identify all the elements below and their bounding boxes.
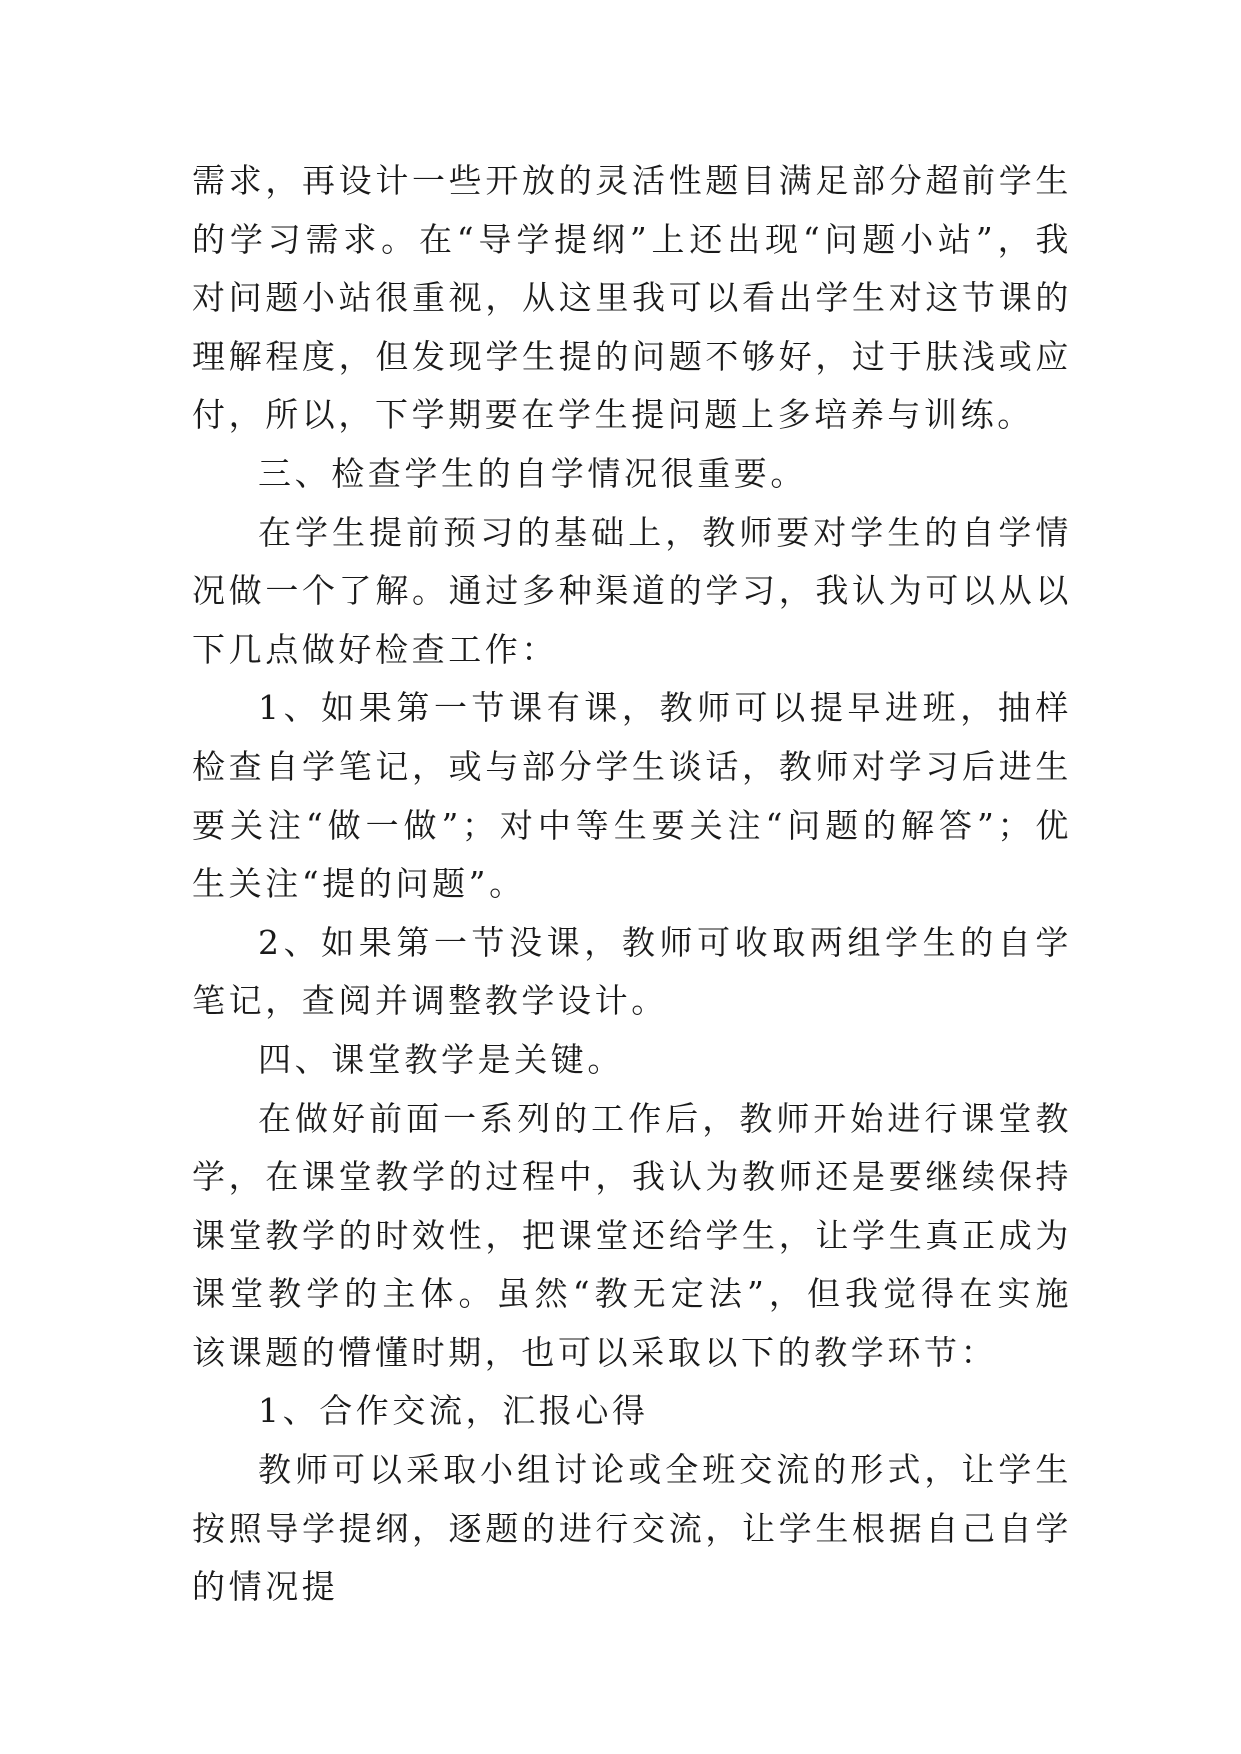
heading-section-three: 三、检查学生的自学情况很重要。 (258, 453, 807, 493)
list-item-1: 1、如果第一节课有课，教师可以提早进班，抽样检查自学笔记，或与部分学生谈话，教师对学习后进生要关注“做一做”；对中等生要关注“问题的解答”；优生关注“提的问题”。 (192, 688, 1072, 904)
heading-section-four: 四、课堂教学是关键。 (258, 1039, 624, 1079)
paragraph: 在学生提前预习的基础上，教师要对学生的自学情况做一个了解。通过多种渠道的学习，我认为可以从以下几点做好检查工作： (192, 512, 1072, 669)
paragraph-continued: 需求，再设计一些开放的灵活性题目满足部分超前学生的学习需求。在“导学提纲”上还出现“问题小站”，我对问题小站很重视，从这里我可以看出学生对这节课的理解程度，但发现学生提的问题不够好，过于肤浅或应付，所以，下学期要在学生提问题上多培养与训练。 (192, 161, 1072, 435)
body-text (192, 152, 1072, 1617)
list-item-2: 2、如果第一节没课，教师可收取两组学生的自学笔记，查阅并调整教学设计。 (192, 922, 1072, 1021)
subheading-1: 1、合作交流，汇报心得 (258, 1391, 649, 1431)
paragraph: 在做好前面一系列的工作后，教师开始进行课堂教学，在课堂教学的过程中，我认为教师还是要继续保持课堂教学的时效性，把课堂还给学生，让学生真正成为课堂教学的主体。虽然“教无定法”，但我觉得在实施该课题的懵懂时期，也可以采取以下的教学环节： (192, 1098, 1072, 1372)
paragraph: 教师可以采取小组讨论或全班交流的形式，让学生按照导学提纲，逐题的进行交流，让学生根据自己自学的情况提 (192, 1450, 1072, 1607)
